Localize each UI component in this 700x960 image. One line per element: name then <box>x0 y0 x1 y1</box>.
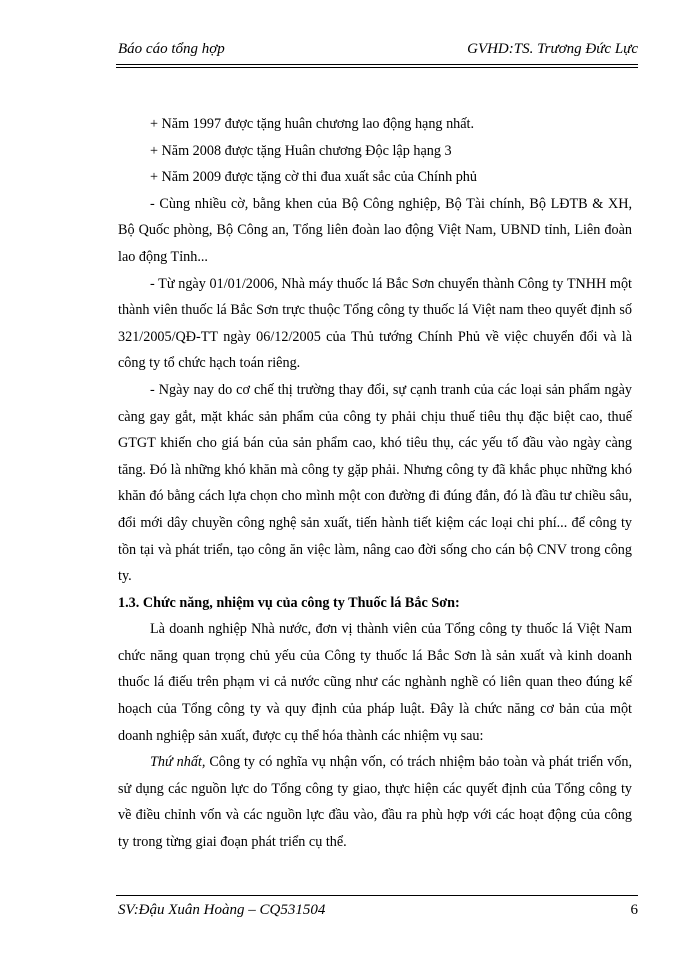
paragraph-functions: Là doanh nghiệp Nhà nước, đơn vị thành viên của Tổng công ty thuốc lá Việt Nam chức năng quan trọng chủ yếu của Công ty thuốc lá Bắc Sơn là sản xuất và kinh doanh thuốc lá điếu trên phạm vi cả nước cũng như các nghành nghề có liên quan theo đúng kế hoạch của Tổng công ty và quy định của pháp luật. Đây là chức năng cơ bản của một doanh nghiệp sản xuất, được cụ thể hóa thành các nhiệm vụ sau: <box>118 621 632 744</box>
paragraph-other-awards: - Cùng nhiều cờ, bằng khen của Bộ Công nghiệp, Bộ Tài chính, Bộ LĐTB & XH, Bộ Quốc phòng, Bộ Công an, Tổng liên đoàn lao động Việt Nam, UBND tỉnh, Liên đoàn lao động Tỉnh... <box>118 195 632 265</box>
first-duty-lead: Thứ nhất, <box>150 754 206 771</box>
paragraph-market-challenges: - Ngày nay do cơ chế thị trường thay đổi, sự cạnh tranh của các loại sản phẩm ngày càng gay gắt, mặt khác sản phẩm của công ty phải chịu thuế tiêu thụ đặc biệt cao, thuế GTGT khiến cho giá bán của sản phẩm cao, khó tiêu thụ, các yếu tố đầu vào ngày càng tăng. Đó là những khó khăn mà công ty gặp phải. Nhưng công ty đã khắc phục những khó khăn đó bằng cách lựa chọn cho mình một con đường đi đúng đắn, đó là đầu tư chiều sâu, đổi mới dây chuyền công nghệ sản xuất, tiến hành tiết kiệm các loại chi phí... để công ty tồn tại và phát triển, tạo công ăn việc làm, nâng cao đời sống cho cán bộ CNV trong công ty. <box>118 381 632 585</box>
first-duty-text: Công ty có nghĩa vụ nhận vốn, có trách nhiệm bảo toàn và phát triển vốn, sử dụng các nguồn lực do Tổng công ty giao, thực hiện các quyết định của Tổng công ty về điều chỉnh vốn và các nguồn lực đầu vào, đầu ra phù hợp với các hoạt động của công ty trong từng giai đoạn phát triển cụ thể. <box>118 754 632 851</box>
header-report-title: Báo cáo tổng hợp <box>118 41 225 57</box>
page-body <box>118 111 632 856</box>
header-divider <box>116 64 638 68</box>
paragraph-award-1997: + Năm 1997 được tặng huân chương lao động hạng nhất. <box>150 116 475 132</box>
footer-divider <box>116 895 638 896</box>
page-number: 6 <box>630 902 638 918</box>
paragraph-award-2008: + Năm 2008 được tặng Huân chương Độc lập hạng 3 <box>150 142 452 159</box>
paragraph-first-duty <box>118 749 632 855</box>
paragraph-award-2009: + Năm 2009 được tặng cờ thi đua xuất sắc của Chính phủ <box>150 169 477 186</box>
section-heading-functions: 1.3. Chức năng, nhiệm vụ của công ty Thuốc lá Bắc Sơn: <box>118 594 460 611</box>
paragraph-company-conversion: - Từ ngày 01/01/2006, Nhà máy thuốc lá Bắc Sơn chuyển thành Công ty TNHH một thành viên thuốc lá Bắc Sơn trực thuộc Tổng công ty thuốc lá Việt nam theo quyết định số 321/2005/QĐ-TT ngày 06/12/2005 của Thủ tướng Chính Phủ về việc chuyển đổi và là công ty tổ chức hạch toán riêng. <box>118 275 632 372</box>
footer-student: SV:Đậu Xuân Hoàng – CQ531504 <box>118 902 326 918</box>
header-supervisor: GVHD:TS. Trương Đức Lực <box>467 41 638 57</box>
